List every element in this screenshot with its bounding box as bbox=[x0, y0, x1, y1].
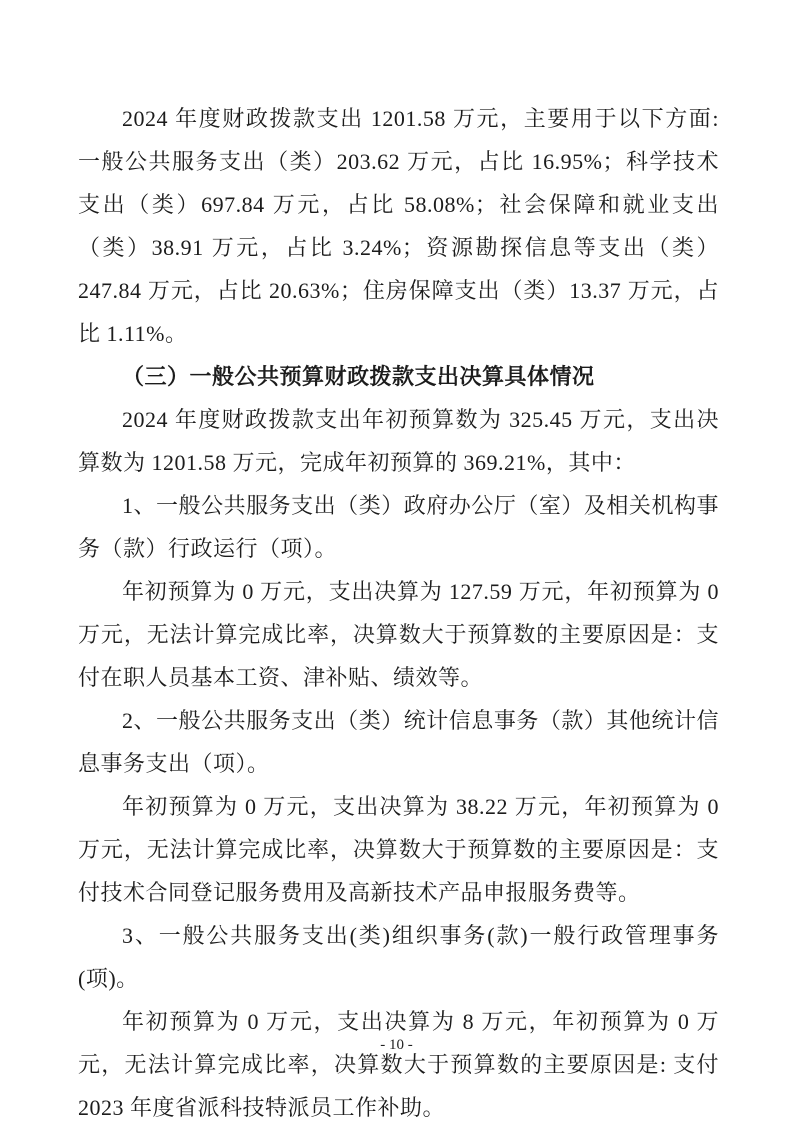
section-heading: （三）一般公共预算财政拨款支出决算具体情况 bbox=[122, 364, 595, 389]
paragraph: 1、一般公共服务支出（类）政府办公厅（室）及相关机构事务（款）行政运行（项）。 bbox=[78, 493, 719, 561]
paragraph: 2、一般公共服务支出（类）统计信息事务（款）其他统计信息事务支出（项）。 bbox=[78, 708, 719, 776]
paragraph: 年初预算为 0 万元，支出决算为 38.22 万元，年初预算为 0 万元，无法计算完成比率，决算数大于预算数的主要原因是：支付技术合同登记服务费用及高新技术产品申报服务费等。 bbox=[78, 794, 719, 905]
page-number: - 10 - bbox=[380, 1037, 413, 1053]
paragraph: 3、一般公共服务支出(类)组织事务(款)一般行政管理事务(项)。 bbox=[78, 923, 719, 991]
paragraph: 2024 年度财政拨款支出年初预算数为 325.45 万元，支出决算数为 1201.58 万元，完成年初预算的 369.21%，其中： bbox=[78, 407, 719, 475]
paragraph: 2024 年度财政拨款支出 1201.58 万元，主要用于以下方面: 一般公共服务支出（类）203.62 万元，占比 16.95%；科学技术支出（类）697.84 万元，占比 58.08%；社会保障和就业支出（类）38.91 万元，占比 3.24%；资源勘探信息等支出（类）247.84 万元，占比 20.63%；住房保障支出（类）13.37 万元，占比 1.11%。 bbox=[78, 106, 719, 346]
paragraph: 年初预算为 0 万元，支出决算为 127.59 万元，年初预算为 0 万元，无法计算完成比率，决算数大于预算数的主要原因是：支付在职人员基本工资、津补贴、绩效等。 bbox=[78, 579, 719, 690]
document-body bbox=[78, 97, 719, 1122]
paragraph: 年初预算为 0 万元，支出决算为 8 万元，年初预算为 0 万元，无法计算完成比率，决算数大于预算数的主要原因是: 支付 2023 年度省派科技特派员工作补助。 bbox=[78, 1009, 719, 1120]
page-footer bbox=[0, 1034, 793, 1056]
